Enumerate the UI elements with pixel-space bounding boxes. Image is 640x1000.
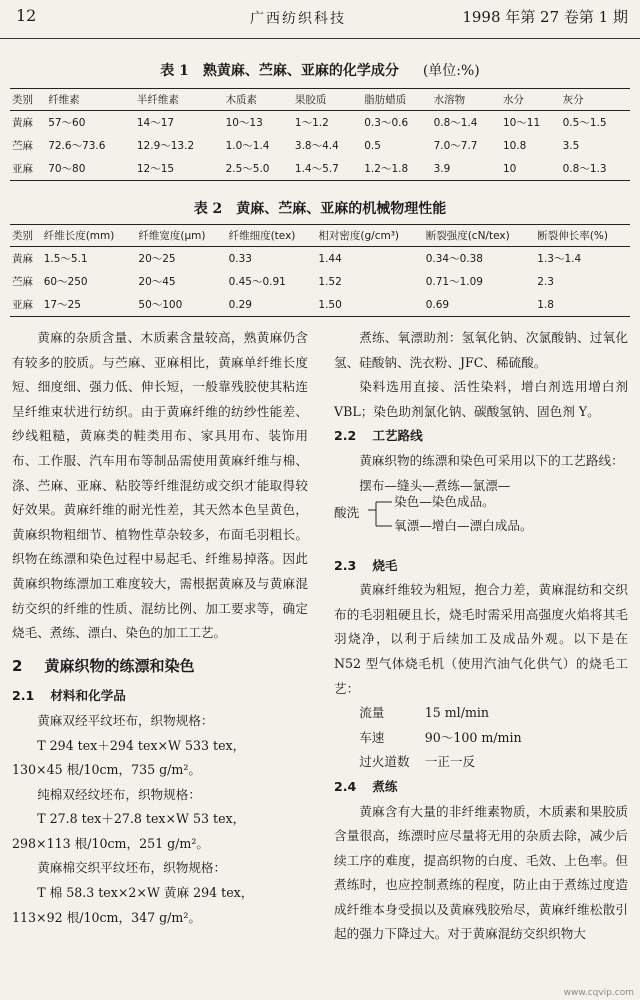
section-2-3-heading [334, 554, 628, 579]
table-row [10, 111, 630, 135]
table-cell: 0.45～0.91 [228, 276, 286, 288]
table1-header-row [10, 89, 630, 111]
dyes-paragraph: 染料选用直接、活性染料，增白剂选用增白剂 VBL；染色助剂氯化钠、碳酸氢钠、固色剂 Y。 [334, 379, 628, 419]
table2-header: 纤维细度(tex) [227, 225, 317, 247]
table-cell: 1.52 [318, 275, 342, 288]
table-cell: 1.5～5.1 [43, 253, 88, 265]
table-cell: 1.8 [535, 293, 630, 317]
table2-header: 纤维宽度(μm) [136, 225, 226, 247]
table1-header: 半纤维素 [135, 89, 224, 111]
table1-header: 脂肪蜡质 [362, 89, 431, 111]
table-row [10, 247, 630, 271]
table-cell: 0.69 [424, 293, 536, 317]
table-cell: 0.34～0.38 [425, 253, 483, 265]
table-cell: 0.3～0.6 [364, 117, 409, 129]
fabric-1-spec: T 294 tex＋294 tex×W 533 tex， [37, 737, 246, 753]
table-cell: 0.5 [364, 139, 381, 152]
subsection-title: 工艺路线 [372, 428, 423, 444]
subsection-title: 材料和化学品 [50, 688, 126, 704]
table-cell: 17～25 [42, 293, 137, 317]
table1-header: 水溶物 [432, 89, 501, 111]
table2-header: 类别 [10, 225, 42, 247]
table2-caption [0, 198, 640, 218]
flow-dyeing-branch: 染色—染色成品。 [394, 493, 495, 509]
table-cell: 苎麻 [12, 276, 33, 288]
table-cell: 亚麻 [10, 293, 42, 317]
table2-header: 断裂强度(cN/tex) [424, 225, 536, 247]
param-row [334, 726, 628, 751]
param-value: 90～100 m/min [424, 729, 522, 745]
chemicals-paragraph: 煮练、氧漂助剂：氢氧化钠、次氯酸钠、过氧化氢、硅酸钠、洗衣粉、JFC、稀硫酸。 [334, 330, 628, 370]
table1 [10, 88, 630, 181]
param-value: 一正一反 [424, 754, 476, 770]
left-column [12, 326, 308, 930]
section-2-heading [12, 654, 308, 679]
param-key: 车速 [359, 729, 385, 745]
fabric-1-density: 130×45 根/10cm，735 g/m²。 [12, 762, 201, 778]
table-cell: 黄麻 [12, 253, 33, 265]
table-cell: 57～60 [48, 117, 86, 129]
table1-unit: (单位:%) [422, 63, 480, 79]
table-cell: 0.33 [228, 252, 252, 265]
table1-header: 木质素 [224, 89, 293, 111]
param-key: 过火道数 [359, 754, 410, 770]
process-route-intro: 黄麻织物的练漂和染色可采用以下的工艺路线： [359, 452, 624, 468]
table-cell: 苎麻 [12, 140, 33, 152]
table-cell: 0.8～1.3 [561, 157, 630, 181]
table-cell: 0.71～1.09 [425, 276, 483, 288]
table-cell: 亚麻 [10, 157, 46, 181]
table-cell: 60～250 [43, 276, 88, 288]
fabric-3-spec: T 棉 58.3 tex×2×W 黄麻 294 tex， [37, 885, 254, 901]
singeing-paragraph: 黄麻纤维较为粗短，抱合力差，黄麻混纺和交织布的毛羽粗硬且长，烧毛时需采用高强度火焰将其毛羽烧净，以利于后续加工及成品外观。以下是在 N52 型气体烧毛机（使用汽油气化供气）的烧毛工艺： [334, 582, 628, 696]
table-cell: 3.8～4.4 [294, 140, 339, 152]
table-cell: 2.3 [537, 275, 554, 288]
section-2-2-heading [334, 424, 628, 449]
subsection-number: 2.3 [334, 557, 357, 573]
table1-header: 纤维素 [46, 89, 135, 111]
fabric-3-label: 黄麻棉交织平纹坯布，织物规格： [37, 860, 227, 876]
table-cell: 14～17 [136, 117, 175, 129]
table-cell: 12.9～13.2 [136, 140, 195, 152]
table-cell: 10～11 [502, 117, 541, 129]
subsection-number: 2.1 [12, 688, 35, 704]
table-row [10, 134, 630, 157]
process-flow-diagram [334, 474, 628, 554]
table2-header: 相对密度(g/cm³) [316, 225, 423, 247]
table-cell: 3.9 [432, 157, 501, 181]
table2-header-row [10, 225, 630, 247]
fabric-3-density: 113×92 根/10cm，347 g/m²。 [12, 909, 201, 925]
table-cell: 10 [501, 157, 561, 181]
table-cell: 72.6～73.6 [48, 140, 106, 152]
page-number: 12 [16, 6, 37, 25]
section-2-1-heading [12, 684, 308, 709]
table-cell: 10.8 [502, 139, 527, 152]
param-key: 流量 [359, 705, 385, 721]
table-cell: 12～15 [135, 157, 224, 181]
table-cell: 2.5～5.0 [224, 157, 293, 181]
table1-title: 表 1 熟黄麻、苎麻、亚麻的化学成分 [160, 63, 399, 79]
table-cell: 7.0～7.7 [433, 140, 478, 152]
table-cell: 50～100 [136, 293, 226, 317]
table1-caption [0, 60, 640, 80]
table-row [10, 293, 630, 317]
param-row [334, 750, 628, 775]
table2-header: 纤维长度(mm) [42, 225, 137, 247]
table-cell: 0.8～1.4 [433, 117, 478, 129]
intro-paragraph: 黄麻的杂质含量、木质素含量较高，熟黄麻仍含有较多的胶质。与苎麻、亚麻相比，黄麻单纤维长度短、细度细、强力低、伸长短，一般靠残胶使其粘连呈纤维束状进行纺织。由于黄麻纤维的纺纱性能差、纱线粗糙，黄麻类的鞋类用布、家具用布、装饰用布、工作服、汽车用布等制品需使用黄麻纤维与棉、涤、苎麻、亚麻、粘胶等纤维混纺或交织才能取得较好效果。黄麻纤维的耐光性差，其天然本色呈黄色，黄麻织物粗细节、植物性草杂较多，布面毛羽粗长。织物在练漂和染色过程中易起毛、纤维易掉落。因此黄麻织物练漂加工难度较大，需根据黄麻及与黄麻混纺交织的纤维的性质、混纺比例、加工要求等，确定烧毛、煮练、漂白、染色的加工工艺。 [12, 330, 308, 641]
issue-info: 1998 年第 27 卷第 1 期 [462, 8, 628, 26]
scouring-paragraph: 黄麻含有大量的非纤维素物质，木质素和果胶质含量很高，练漂时应尽量将无用的杂质去除，减少后续工序的难度，提高织物的白度、毛效、上色率。但煮练时，也应控制煮练的程度，防止由于煮练过度造成纤维本身受损以及黄麻残胶殆尽，黄麻纤维松散引起的强力下降过大。对于黄麻混纺交织织物大 [334, 803, 628, 942]
fabric-1-label: 黄麻双经平纹坯布，织物规格： [37, 712, 214, 728]
table1-header: 灰分 [561, 89, 630, 111]
table-cell: 1.0～1.4 [225, 140, 270, 152]
table-cell: 20～45 [138, 276, 176, 288]
flow-top-step: 摆布—缝头—煮练—氯漂— [359, 477, 511, 493]
fabric-2-density: 298×113 根/10cm，251 g/m²。 [12, 835, 210, 851]
table2-header: 断裂伸长率(%) [535, 225, 630, 247]
table-cell: 1.2～1.8 [362, 157, 431, 181]
table-cell: 70～80 [46, 157, 135, 181]
table-cell: 黄麻 [12, 117, 33, 129]
journal-name: 广西纺织科技 [250, 11, 346, 27]
table-cell: 0.29 [227, 293, 317, 317]
section-number: 2 [12, 656, 23, 675]
table-cell: 1.44 [318, 252, 342, 265]
param-row [334, 701, 628, 726]
table-cell: 3.5 [562, 139, 580, 152]
fabric-2-spec: T 27.8 tex＋27.8 tex×W 53 tex， [37, 811, 246, 827]
subsection-title: 烧毛 [372, 557, 398, 573]
section-2-4-heading [334, 775, 628, 800]
subsection-number: 2.4 [334, 778, 357, 794]
param-value: 15 ml/min [424, 705, 490, 721]
table-cell: 20～25 [138, 253, 176, 265]
subsection-title: 煮练 [372, 778, 398, 794]
flow-bleaching-branch: 氧漂—增白—漂白成品。 [394, 517, 533, 533]
table-row [10, 157, 630, 181]
table1-header: 水分 [501, 89, 561, 111]
table-cell: 1.3～1.4 [537, 253, 582, 265]
section-title: 黄麻织物的练漂和染色 [44, 656, 195, 675]
table-cell: 1.4～5.7 [293, 157, 362, 181]
table-cell: 1.50 [316, 293, 423, 317]
table2 [10, 224, 630, 317]
table1-header: 果胶质 [293, 89, 362, 111]
table1-header: 类别 [10, 89, 46, 111]
table-cell: 10～13 [225, 117, 263, 129]
watermark: www.cqvip.com [563, 988, 634, 998]
table-row [10, 270, 630, 293]
fabric-2-label: 纯棉双经纹坯布，织物规格： [37, 786, 201, 802]
table-cell: 1～1.2 [294, 117, 329, 129]
page-header [0, 0, 640, 39]
flow-branch-lines [368, 496, 394, 536]
table2-title: 表 2 黄麻、苎麻、亚麻的机械物理性能 [193, 201, 447, 217]
subsection-number: 2.2 [334, 428, 357, 444]
table-cell: 0.5～1.5 [562, 117, 607, 129]
right-column [334, 326, 628, 947]
flow-branch-start: 酸洗 [334, 504, 360, 520]
